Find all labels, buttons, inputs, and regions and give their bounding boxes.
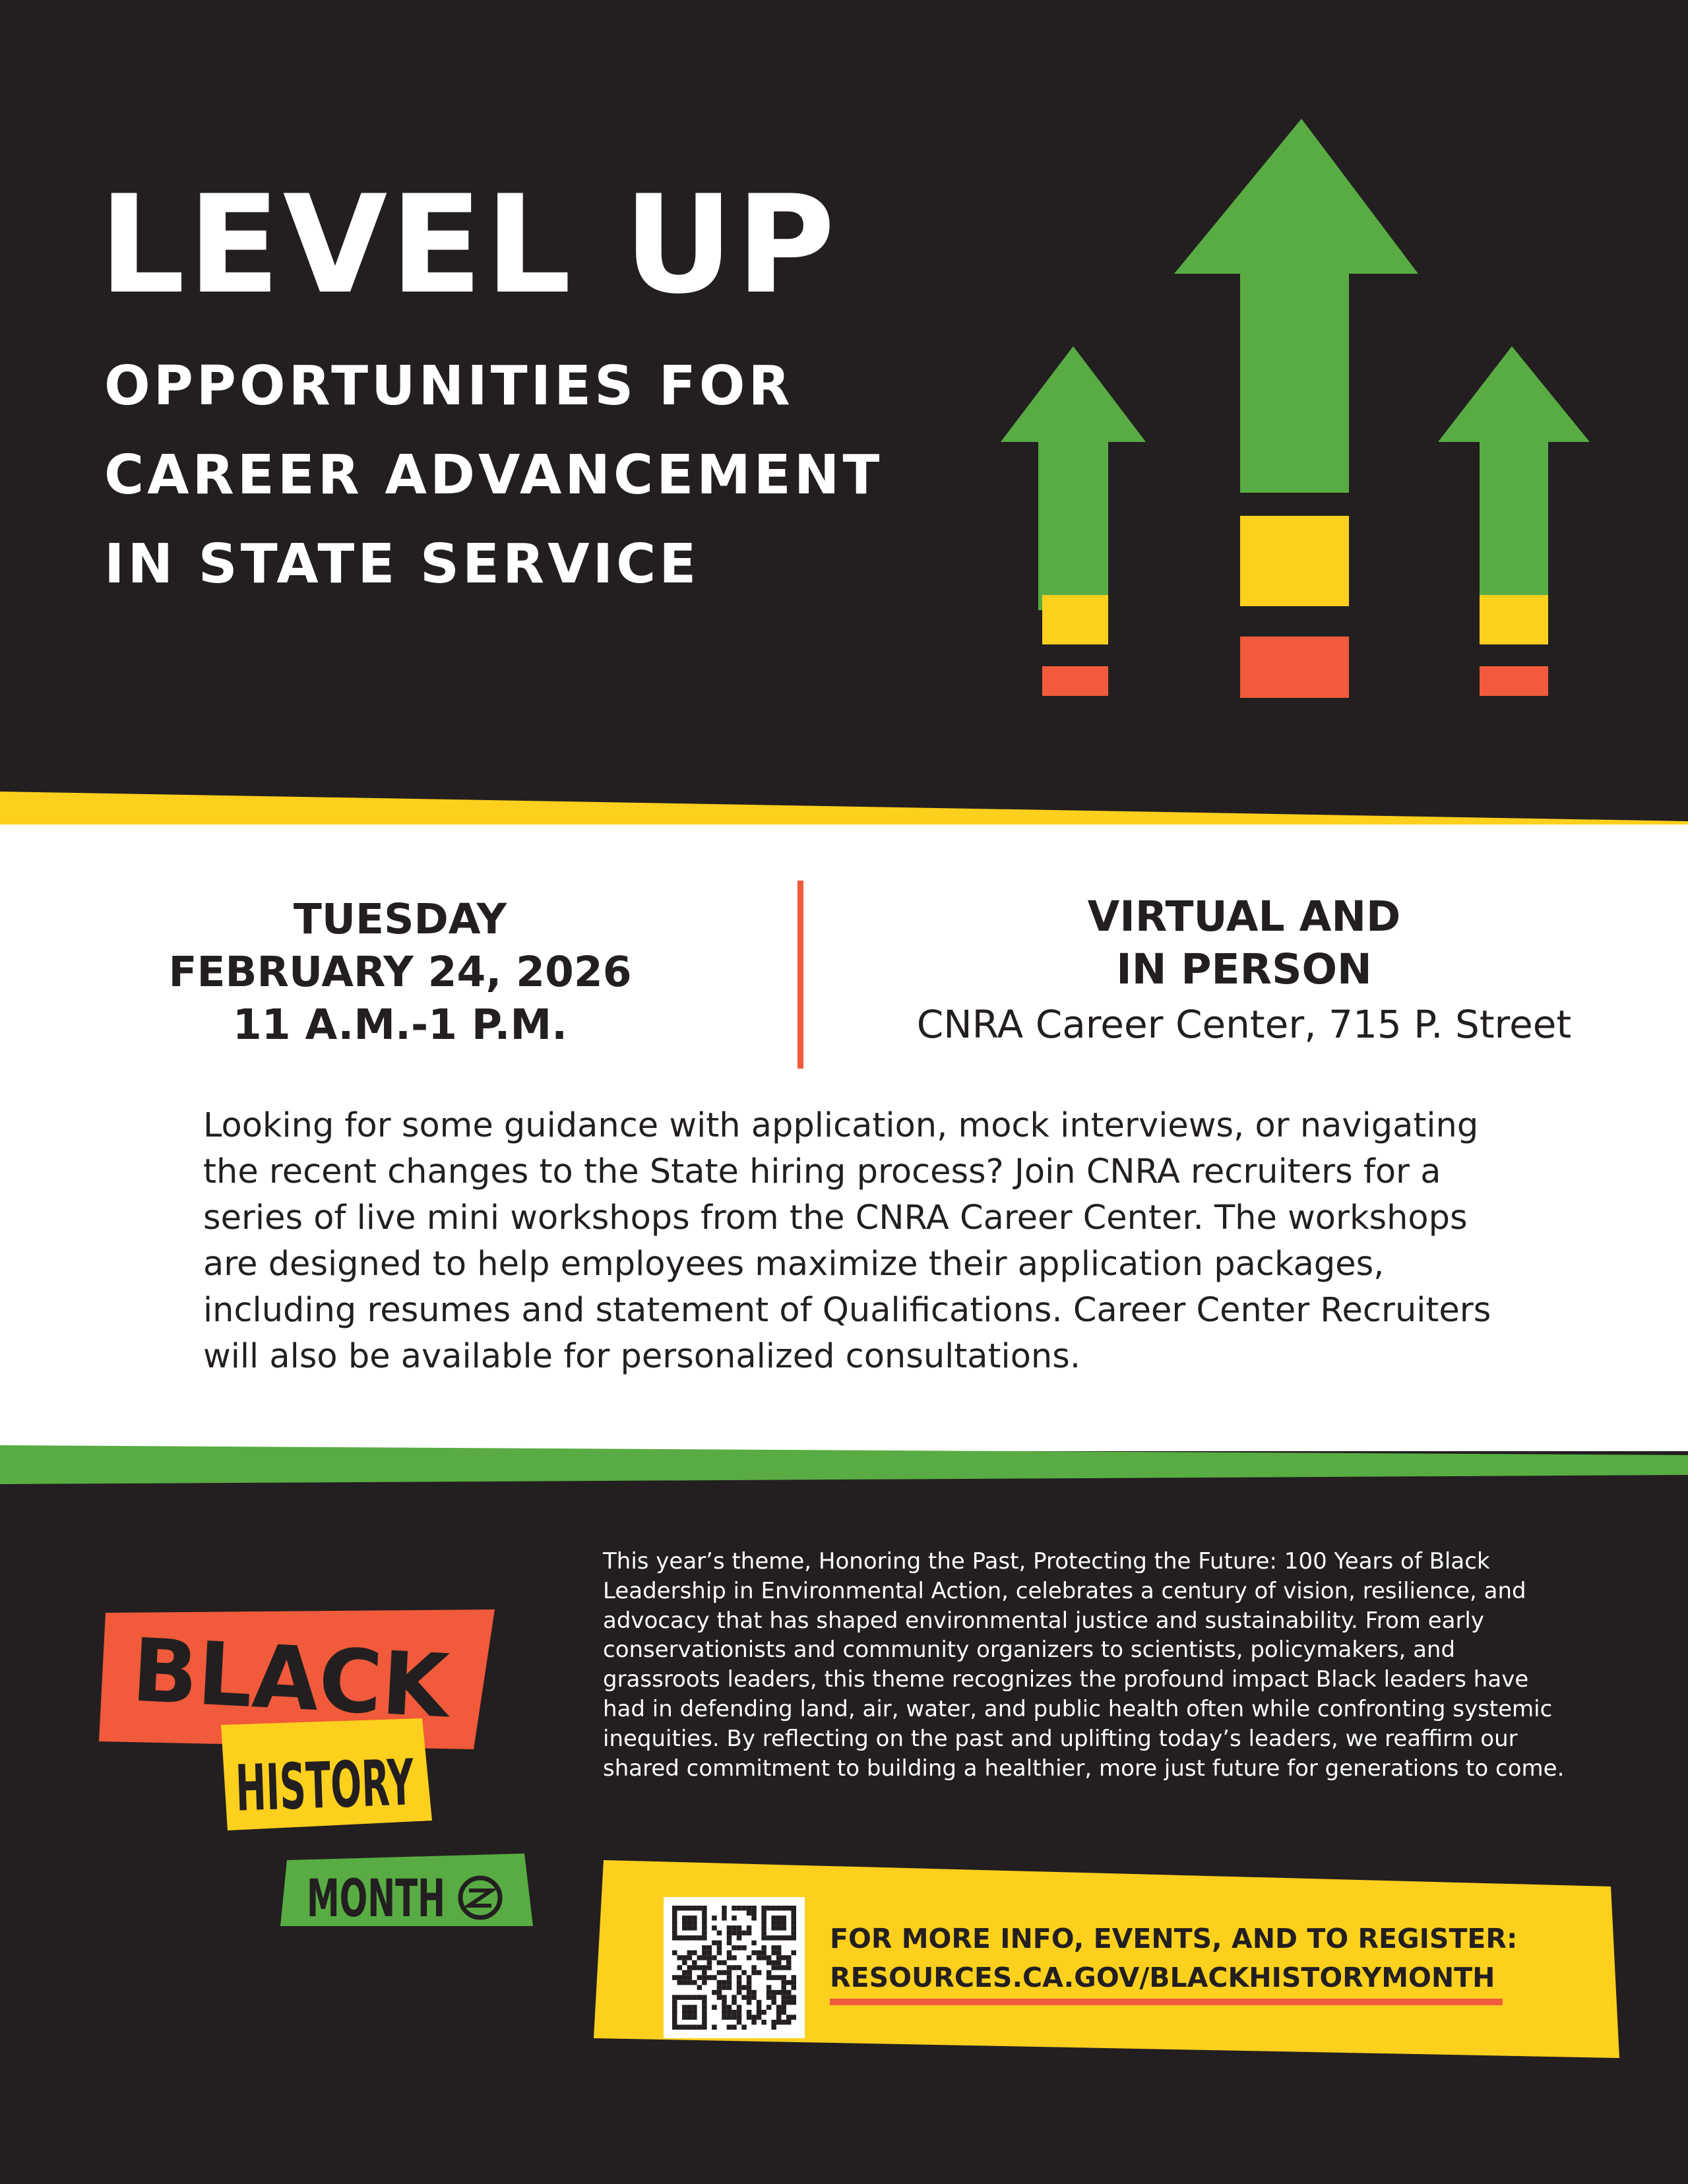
- event-description: Looking for some guidance with application, mock interviews, or navigating the recent changes to the State hiring process? Join CNRA recruiters for a series of live mini workshops from the CNRA Career Center. The workshops are designed to help employees maximize their application packages, including resumes and statement of Qualifications. Career Center Recruiters will also be available for personalized consultations.: [203, 1106, 1491, 1376]
- registration-link[interactable]: RESOURCES.CA.GOV/BLACKHISTORYMONTH: [830, 1962, 1495, 1993]
- logo-word-month: MONTH: [307, 1869, 445, 1926]
- link-underline: [830, 1999, 1503, 2005]
- event-day: TUESDAY: [293, 895, 507, 943]
- event-date: FEBRUARY 24, 2026: [168, 948, 632, 996]
- event-time: 11 A.M.-1 P.M.: [232, 1001, 568, 1049]
- black-history-month-logo: [99, 1609, 547, 1926]
- subtitle-line-1: OPPORTUNITIES FOR: [104, 355, 794, 418]
- rising-arrows-icon: [989, 112, 1596, 706]
- green-stripe: [0, 1442, 1688, 1488]
- event-location: CNRA Career Center, 715 P. Street: [916, 1002, 1572, 1047]
- cta-heading: FOR MORE INFO, EVENTS, AND TO REGISTER:: [830, 1923, 1518, 1954]
- arrow-center-icon: [1174, 119, 1418, 698]
- qr-code[interactable]: [664, 1897, 805, 2038]
- page-title: LEVEL UP: [99, 167, 838, 324]
- arrow-right-icon: [1438, 346, 1590, 696]
- subtitle-line-2: CAREER ADVANCEMENT: [104, 444, 883, 507]
- arrow-left-icon: [1001, 346, 1146, 696]
- event-mode-line-2: IN PERSON: [1116, 945, 1372, 993]
- event-mode-line-1: VIRTUAL AND: [1087, 892, 1401, 941]
- qr-code-icon: [672, 1906, 796, 2030]
- theme-text: This year’s theme, Honoring the Past, Protecting the Future: 100 Years of Black Leadership in Environmental Action, celebrates a century of vision, resilience, and advocacy that has shaped environmental justice and sustainability. From early conservationists and community organizers to scientists, policymakers, and grassroots leaders, this theme recognizes the profound impact Black leaders have had in defending land, air, water, and public health often while confronting systemic inequities. By reflecting on the past and uplifting today’s leaders, we reaffirm our shared commitment to building a healthier, more just future for generations to come.: [603, 1548, 1565, 1782]
- subtitle-line-3: IN STATE SERVICE: [104, 533, 700, 596]
- logo-word-black: BLACK: [129, 1619, 423, 1737]
- logo-word-history: HISTORY: [234, 1741, 516, 1826]
